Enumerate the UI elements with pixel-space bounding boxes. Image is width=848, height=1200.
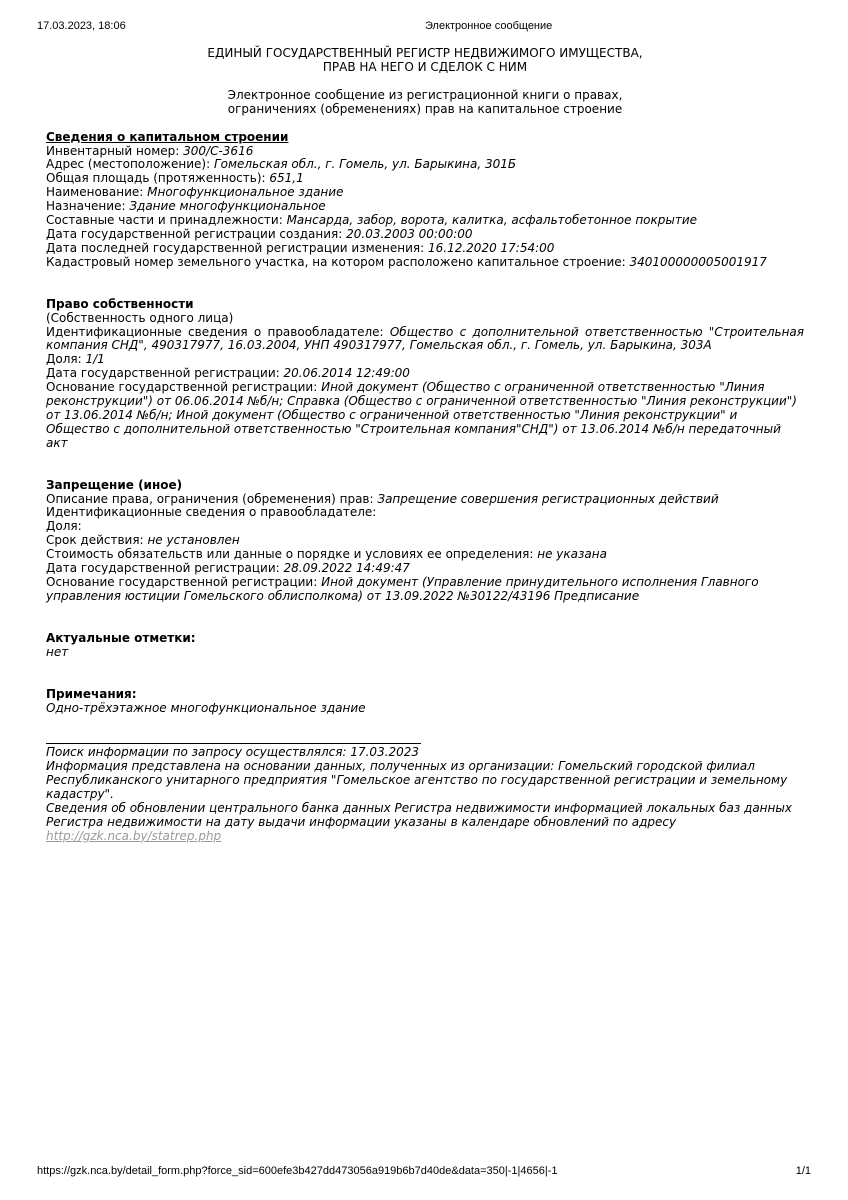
- prohibition-row: Дата государственной регистрации: 28.09.2022 14:49:47: [46, 561, 410, 576]
- building-row: Общая площадь (протяженность): 651,1: [46, 171, 304, 186]
- page-counter: 1/1: [795, 1165, 811, 1177]
- building-row: Кадастровый номер земельного участка, на котором расположено капитальное строение: 340100000005001917: [46, 254, 767, 269]
- ownership-row: Дата государственной регистрации: 20.06.2014 12:49:00: [46, 366, 410, 381]
- prohibition-row: Описание права, ограничения (обременения) прав: Запрещение совершения регистрационных действий: [46, 491, 719, 506]
- footer-divider: [46, 743, 421, 744]
- print-footer: [37, 1165, 811, 1181]
- statrep-link[interactable]: http://gzk.nca.by/statrep.php: [46, 828, 222, 843]
- building-row: Назначение: Здание многофункциональное: [46, 199, 326, 214]
- footer-notes: [46, 746, 804, 843]
- notes-value: Одно-трёхэтажное многофункциональное здание: [46, 700, 366, 715]
- prohibition-heading: Запрещение (иное): [46, 477, 183, 492]
- ownership-section: [46, 298, 804, 451]
- ownership-row: Доля: 1/1: [46, 352, 105, 367]
- update-note: Сведения об обновлении центрального банка данных Регистра недвижимости информацией локальных баз данных Регистра недвижимости на дату выдачи информации указаны в календаре обновлений по адресу: [46, 801, 792, 829]
- prohibition-row: Доля:: [46, 519, 82, 534]
- marks-section: [46, 632, 804, 660]
- registry-title: ЕДИНЫЙ ГОСУДАРСТВЕННЫЙ РЕГИСТР НЕДВИЖИМОГО ИМУЩЕСТВА, ПРАВ НА НЕГО И СДЕЛОК С НИМ: [207, 46, 643, 74]
- prohibition-row: Основание государственной регистрации: Иной документ (Управление принудительного исполнения Главного управления юстиции Гомельского облисполкома) от 13.09.2022 №30122/43196 Предписание: [46, 575, 759, 603]
- source-note: Информация представлена на основании данных, полученных из организации: Гомельский городской филиал Республиканского унитарного предприятия "Гомельское агентство по государственной регистрации и земельному кадастру".: [46, 759, 788, 802]
- ownership-row: Идентификационные сведения о правообладателе: Общество с дополнительной ответственностью "Строительная компания СНД", 490317977, 16.03.2004, УНП 490317977, Гомельская обл., г. Гомель, ул. Барыкина, 303А: [46, 324, 804, 353]
- building-row: Адрес (местоположение): Гомельская обл., г. Гомель, ул. Барыкина, 301Б: [46, 157, 517, 172]
- notes-section: [46, 688, 804, 716]
- building-row: Составные части и принадлежности: Мансарда, забор, ворота, калитка, асфальтобетонное покрытие: [46, 213, 698, 228]
- search-date-note: Поиск информации по запросу осуществлялся: 17.03.2023: [46, 745, 420, 760]
- building-heading: Сведения о капитальном строении: [46, 129, 289, 144]
- ownership-row: Основание государственной регистрации: Иной документ (Общество с ограниченной ответственностью "Линия реконструкции") от 06.06.2014 №б/н; Справка (Общество с ограниченной ответственностью "Линия реконструкции") от 13.06.2014 №б/н; Иной документ (Общество с ограниченной ответственностью "Линия реконструкции" и Общество с дополнительной ответственностью "Строительная компания"СНД") от 13.06.2014 №б/н передаточный акт: [46, 380, 797, 450]
- print-header: [37, 20, 811, 36]
- building-section: [46, 131, 804, 270]
- building-row: Наименование: Многофункциональное здание: [46, 185, 344, 200]
- building-row: Дата последней государственной регистрации изменения: 16.12.2020 17:54:00: [46, 240, 555, 255]
- notes-heading: Примечания:: [46, 686, 137, 701]
- building-row: Дата государственной регистрации создания: 20.03.2003 00:00:00: [46, 226, 473, 241]
- prohibition-row: Стоимость обязательств или данные о порядке и условиях ее определения: не указана: [46, 547, 607, 562]
- prohibition-row: Идентификационные сведения о правообладателе:: [46, 505, 377, 520]
- marks-value: нет: [46, 644, 69, 659]
- ownership-subheading: (Собственность одного лица): [46, 310, 234, 325]
- prohibition-row: Срок действия: не установлен: [46, 533, 240, 548]
- print-datetime: 17.03.2023, 18:06: [37, 20, 126, 32]
- print-title: Электронное сообщение: [425, 20, 553, 32]
- building-row: Инвентарный номер: 300/С-3616: [46, 143, 254, 158]
- ownership-heading: Право собственности: [46, 296, 194, 311]
- print-url: https://gzk.nca.by/detail_form.php?force_sid=600efe3b427dd473056a919b6b7d40de&data=350|-1|4656|-1: [37, 1165, 558, 1177]
- document-body: [46, 47, 804, 844]
- message-title: Электронное сообщение из регистрационной книги о правах, ограничениях (обременениях) прав на капитальное строение: [227, 87, 623, 116]
- prohibition-section: [46, 479, 804, 604]
- marks-heading: Актуальные отметки:: [46, 630, 196, 645]
